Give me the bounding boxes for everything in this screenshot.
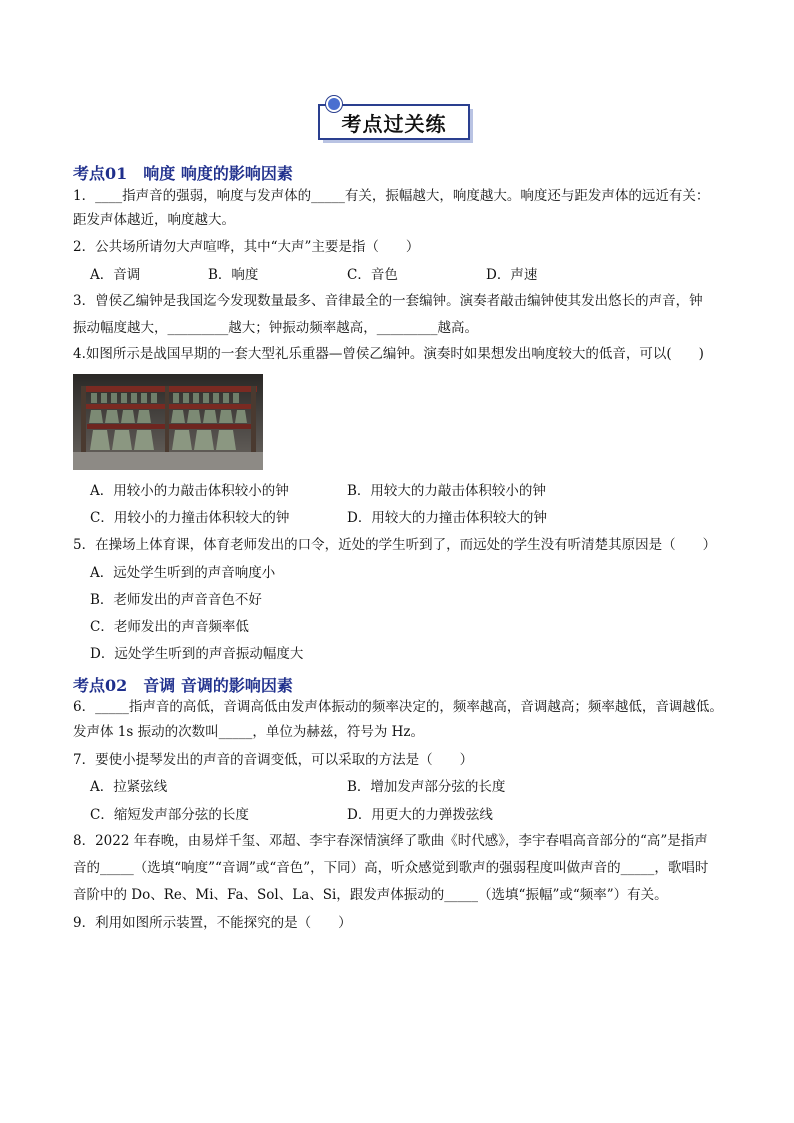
q2-option-b: B．响度 bbox=[208, 267, 259, 283]
q7-stem: 7．要使小提琴发出的声音的音调变低，可以采取的方法是（ ） bbox=[73, 752, 474, 768]
q2-option-c: C．音色 bbox=[347, 267, 398, 283]
q8-line-1: 8．2022 年春晚，由易烊千玺、邓超、李宇春深情演绎了歌曲《时代感》，李宇春唱高音部分的“高”是指声 bbox=[73, 833, 708, 849]
title-frame bbox=[318, 104, 470, 140]
q2-option-a: A．音调 bbox=[90, 267, 141, 283]
q7-option-b: B．增加发声部分弦的长度 bbox=[347, 779, 506, 795]
q4-option-b: B．用较大的力敲击体积较小的钟 bbox=[347, 483, 546, 499]
q6-line-2: 发声体 1s 振动的次数叫_____，单位为赫兹，符号为 Hz。 bbox=[73, 724, 425, 740]
q5-option-b: B．老师发出的声音音色不好 bbox=[90, 592, 262, 608]
chime-bells-illustration bbox=[73, 374, 263, 470]
q2-option-d: D．声速 bbox=[486, 267, 538, 283]
q1-line-2: 距发声体越近，响度越大。 bbox=[73, 212, 235, 228]
q5-option-d: D．远处学生听到的声音振动幅度大 bbox=[90, 646, 304, 662]
q4-option-c: C．用较小的力撞击体积较大的钟 bbox=[90, 510, 290, 526]
q5-option-a: A．远处学生听到的声音响度小 bbox=[90, 565, 276, 581]
q4-option-a: A．用较小的力敲击体积较小的钟 bbox=[90, 483, 289, 499]
q3-line-1: 3．曾侯乙编钟是我国迄今发现数量最多、音律最全的一套编钟。演奏者敲击编钟使其发出悠长的声音，钟 bbox=[73, 293, 703, 309]
q3-line-2: 振动幅度越大，_________越大；钟振动频率越高，_________越高。 bbox=[73, 320, 478, 336]
section-heading-2: 考点02 音调 音调的影响因素 bbox=[73, 676, 293, 695]
title-dot-icon bbox=[326, 96, 342, 112]
q6-line-1: 6．_____指声音的高低，音调高低由发声体振动的频率决定的，频率越高，音调越高；频率越低，音调越低。 bbox=[73, 699, 723, 715]
q8-line-3: 音阶中的 Do、Re、Mi、Fa、Sol、La、Si，跟发声体振动的_____（选填“振幅”或“频率”）有关。 bbox=[73, 887, 668, 903]
q5-option-c: C．老师发出的声音频率低 bbox=[90, 619, 249, 635]
q5-stem: 5．在操场上体育课，体育老师发出的口令，近处的学生听到了，而远处的学生没有听清楚其原因是（ ） bbox=[73, 537, 717, 553]
title-badge bbox=[318, 104, 472, 142]
q7-option-a: A．拉紧弦线 bbox=[90, 779, 168, 795]
q9-stem: 9．利用如图所示装置，不能探究的是（ ） bbox=[73, 915, 352, 931]
chime-bells-photo bbox=[73, 374, 263, 470]
page-title: 考点过关练 bbox=[341, 111, 447, 136]
q4-option-d: D．用较大的力撞击体积较大的钟 bbox=[347, 510, 547, 526]
q1-line-1: 1．____指声音的强弱，响度与发声体的_____有关，振幅越大，响度越大。响度还与距发声体的远近有关： bbox=[73, 188, 710, 204]
q7-option-d: D．用更大的力弹拨弦线 bbox=[347, 807, 493, 823]
q8-line-2: 音的_____（选填“响度”“音调”或“音色”，下同）高，听众感觉到歌声的强弱程度叫做声音的_____，歌唱时 bbox=[73, 860, 709, 876]
q2-stem: 2．公共场所请勿大声喧哗，其中“大声”主要是指（ ） bbox=[73, 239, 420, 255]
section-heading-1: 考点01 响度 响度的影响因素 bbox=[73, 164, 293, 183]
q4-stem: 4.如图所示是战国早期的一套大型礼乐重器—曾侯乙编钟。演奏时如果想发出响度较大的低音，可以( ) bbox=[73, 346, 704, 362]
q7-option-c: C．缩短发声部分弦的长度 bbox=[90, 807, 249, 823]
